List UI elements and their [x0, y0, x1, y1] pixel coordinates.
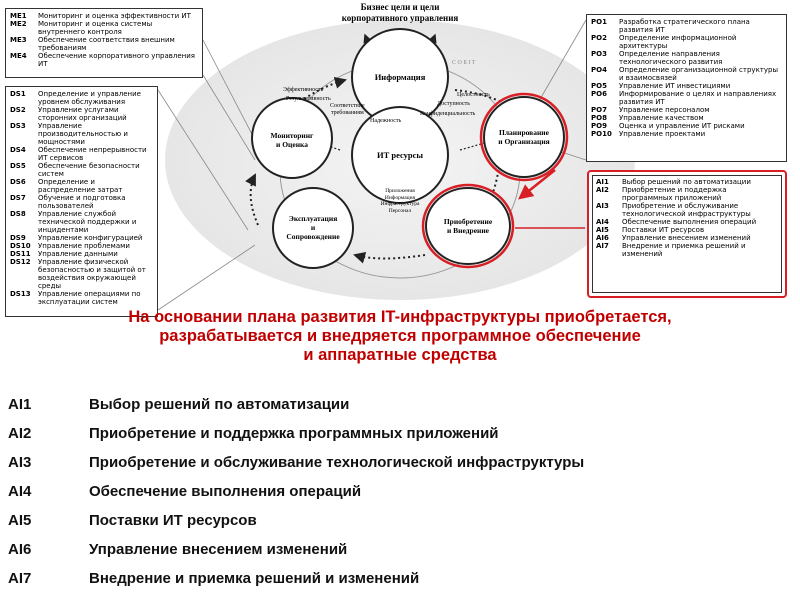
me-process-box [5, 8, 203, 78]
ai-box-item: AI2 Приобретение и поддержка программных приложений [596, 186, 727, 202]
po-item: PO2 Определение информационной архитектуры [591, 34, 737, 50]
top-title: Бизнес цели и цели корпоративного управления [341, 2, 459, 23]
ds-item: DS9 Управление конфигурацией [10, 234, 143, 242]
list-item [8, 390, 798, 419]
criterion-confidentiality: Конфиденциальность [420, 111, 476, 117]
process-code: AI1 [8, 396, 32, 413]
process-text: Управление внесением изменений [89, 541, 348, 558]
ds-item: DS2 Управление услугами сторонних организаций [10, 106, 127, 122]
me-item: ME3 Обеспечение соответствия внешним требованиям [10, 36, 175, 52]
ds-item: DS3 Управление производительностью и мощностями [10, 122, 128, 146]
me-item: ME1 Мониторинг и оценка эффективности ИТ [10, 12, 191, 20]
criterion-availability: Доступность [437, 101, 471, 107]
criterion-compliance: Соответствие требованиям [330, 103, 365, 116]
ds-item: DS7 Обучение и подготовка пользователей [10, 194, 126, 210]
ds-item: DS6 Определение и распределение затрат [10, 178, 123, 194]
process-code: AI2 [8, 425, 32, 442]
process-code: AI5 [8, 512, 32, 529]
po-item: PO9 Оценка и управление ИТ рисками [591, 122, 745, 130]
process-text: Поставки ИТ ресурсов [89, 512, 257, 529]
list-item [8, 477, 798, 506]
ai-box-item: AI6 Управление внесением изменений [596, 234, 751, 242]
resources-list: Приложения Информация Инфраструктура Персонал [380, 188, 420, 214]
slide-heading [0, 308, 800, 365]
list-item [8, 535, 798, 564]
po-item: PO4 Определение организационной структуры и взаимосвязей [591, 66, 778, 82]
heading-line-1: На основании плана развития IT-инфраструктуры приобретается, [128, 308, 672, 326]
process-code: AI7 [8, 570, 32, 587]
process-text: Обеспечение выполнения операций [89, 483, 362, 500]
list-item [8, 419, 798, 448]
list-item [8, 506, 798, 535]
list-item [8, 448, 798, 477]
me-item: ME2 Мониторинг и оценка системы внутреннего контроля [10, 20, 153, 36]
po-item: PO7 Управление персоналом [591, 106, 710, 114]
cobit-label: С О Б І Т [452, 60, 476, 66]
ds-item: DS12 Управление физической безопасностью и защитой от воздействия окружающей среды [10, 258, 146, 290]
me-item: ME4 Обеспечение корпоративного управления ИТ [10, 52, 196, 68]
ds-process-box [5, 86, 158, 317]
ds-item: DS5 Обеспечение безопасности систем [10, 162, 140, 178]
process-text: Внедрение и приемка решений и изменений [89, 570, 420, 587]
ai-box-item: AI7 Внедрение и приемка решений и изменений [596, 242, 746, 258]
criterion-integrity: Целостность [457, 92, 490, 98]
ai-process-box [587, 170, 787, 298]
criterion-effectiveness: Эффективность [283, 87, 324, 93]
heading-line-2: разрабатывается и внедряется программное обеспечение [159, 327, 641, 345]
po-item: PO1 Разработка стратегического плана развития ИТ [591, 18, 750, 34]
ds-item: DS8 Управление службой технической поддержки и инцидентами [10, 210, 137, 234]
ds-item: DS4 Обеспечение непрерывности ИТ сервисов [10, 146, 147, 162]
ds-item: DS13 Управление операциями по эксплуатации систем [10, 290, 141, 306]
heading-line-3: и аппаратные средства [303, 346, 497, 364]
criterion-reliability: Надежность [370, 118, 402, 124]
ds-item: DS10 Управление проблемами [10, 242, 130, 250]
process-code: AI3 [8, 454, 32, 471]
process-text: Приобретение и обслуживание технологической инфраструктуры [89, 454, 585, 471]
process-code: AI4 [8, 483, 32, 500]
process-text: Приобретение и поддержка программных приложений [89, 425, 499, 442]
po-process-box [586, 14, 787, 162]
information-label: Информация [374, 72, 426, 82]
po-item: PO8 Управление качеством [591, 114, 704, 122]
po-item: PO6 Информирование о целях и направлениях развития ИТ [591, 90, 777, 106]
ai-box-item: AI5 Поставки ИТ ресурсов [596, 226, 705, 234]
po-item: PO3 Определение направления технологического развития [591, 50, 723, 66]
criterion-efficiency: Результативность [286, 96, 331, 102]
ai-box-item: AI1 Выбор решений по автоматизации [596, 178, 751, 186]
acquire-label: Приобретение и Внедрение [443, 217, 493, 235]
deliver-label: Эксплуатация и Сопровождение [286, 214, 340, 241]
plan-label: Планирование и Организация [498, 128, 550, 146]
ds-item: DS1 Определение и управление уровнем обслуживания [10, 90, 141, 106]
po-item: PO5 Управление ИТ инвестициями [591, 82, 731, 90]
ai-box-item: AI4 Обеспечение выполнения операций [596, 218, 757, 226]
process-code: AI6 [8, 541, 32, 558]
ds-item: DS11 Управление данными [10, 250, 118, 258]
list-item [8, 564, 798, 593]
ai-box-item: AI3 Приобретение и обслуживание технологической инфраструктуры [596, 202, 751, 218]
monitor-label: Мониторинг и Оценка [270, 131, 314, 149]
process-text: Выбор решений по автоматизации [89, 396, 350, 413]
it-resources-label: ИТ ресурсы [376, 150, 424, 160]
ai-process-list [8, 390, 798, 593]
po-item: PO10 Управление проектами [591, 130, 706, 138]
